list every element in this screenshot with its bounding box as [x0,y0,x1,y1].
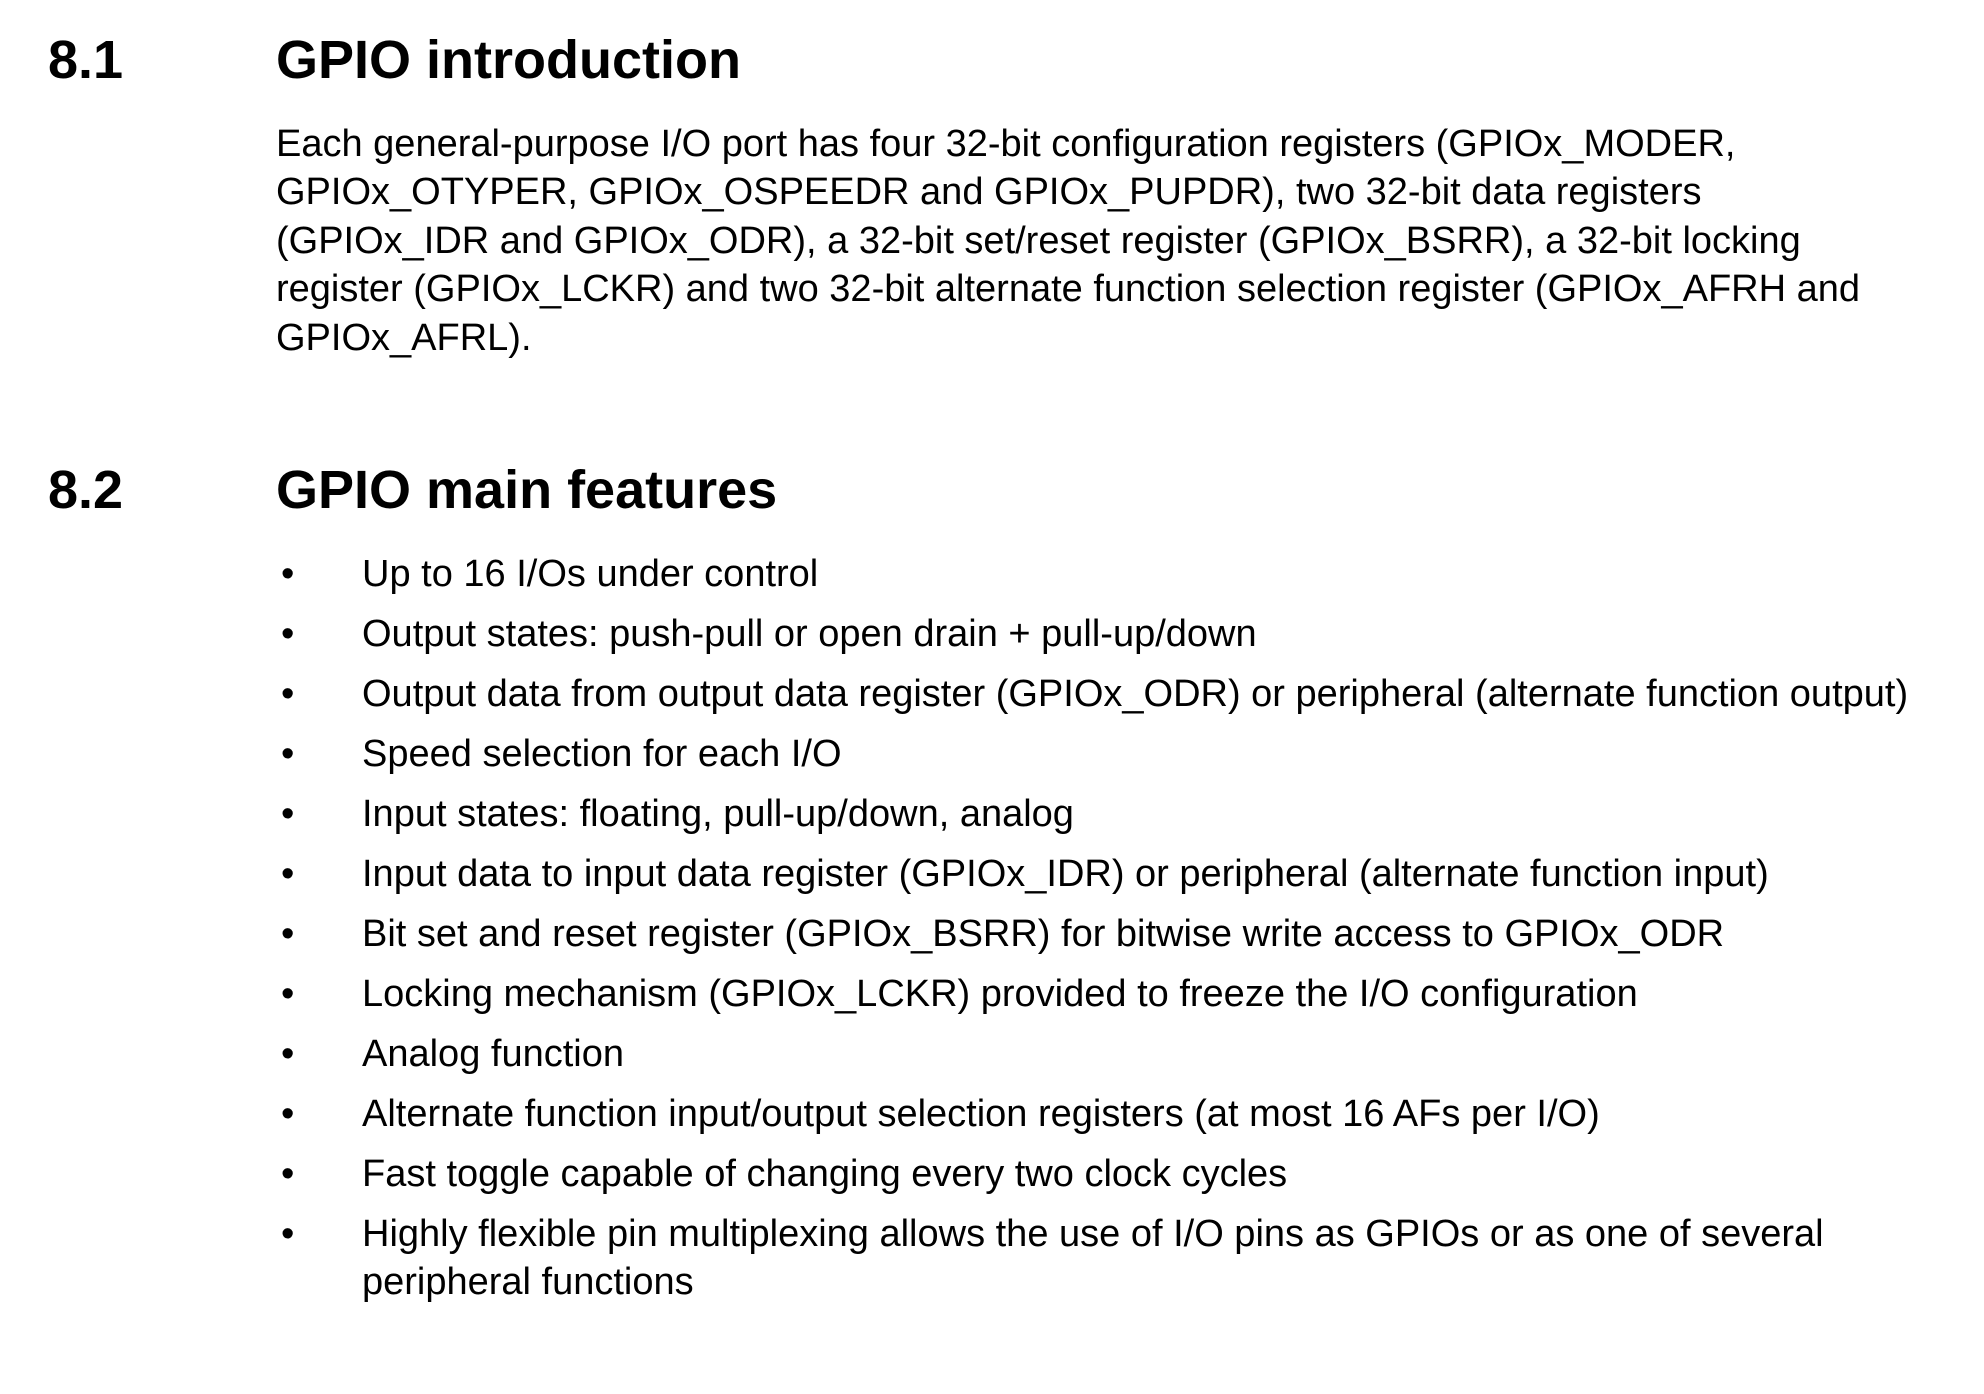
list-item-text: Up to 16 I/Os under control [362,553,819,595]
bullet-icon: • [281,793,295,835]
bullet-icon: • [281,613,295,655]
list-item [276,1150,1916,1198]
list-item-text: Highly flexible pin multiplexing allows the use of I/O pins as GPIOs or as one of several peripheral functions [362,1213,1824,1304]
section-number: 8.2 [48,460,124,520]
list-item-text: Alternate function input/output selection registers (at most 16 AFs per I/O) [362,1093,1600,1135]
intro-paragraph: Each general-purpose I/O port has four 32-bit configuration registers (GPIOx_MODER, GPIOx_OTYPER, GPIOx_OSPEEDR and GPIOx_PUPDR), two 32-bit data registers (GPIOx_IDR and GPIOx_ODR), a 32-bit set/reset register (GPIOx_BSRR), a 32-bit locking register (GPIOx_LCKR) and two 32-bit alternate function selection register (GPIOx_AFRH and GPIOx_AFRL). [276,123,1861,359]
bullet-icon: • [281,973,295,1015]
bullet-icon: • [281,1213,295,1255]
list-item-text: Output states: push-pull or open drain + pull-up/down [362,613,1257,655]
list-item-text: Output data from output data register (GPIOx_ODR) or peripheral (alternate function output) [362,673,1909,715]
bullet-icon: • [281,553,295,595]
bullet-icon: • [281,913,295,955]
list-item [276,1210,1916,1307]
list-item [276,1030,1916,1078]
list-item [276,910,1916,958]
list-item-text: Analog function [362,1033,624,1075]
bullet-icon: • [281,853,295,895]
list-item-text: Input states: floating, pull-up/down, analog [362,793,1074,835]
list-item [276,790,1916,838]
list-item-text: Speed selection for each I/O [362,733,842,775]
list-item [276,850,1916,898]
bullet-icon: • [281,1033,295,1075]
list-item [276,610,1916,658]
list-item [276,550,1916,598]
list-item [276,1090,1916,1138]
list-item [276,730,1916,778]
features-list [276,550,1916,1318]
list-item-text: Bit set and reset register (GPIOx_BSRR) for bitwise write access to GPIOx_ODR [362,913,1725,955]
section-title: GPIO main features [276,460,778,520]
bullet-icon: • [281,733,295,775]
bullet-icon: • [281,1153,295,1195]
list-item-text: Input data to input data register (GPIOx_IDR) or peripheral (alternate function input) [362,853,1769,895]
section-number: 8.1 [48,30,124,90]
list-item-text: Locking mechanism (GPIOx_LCKR) provided to freeze the I/O configuration [362,973,1638,1015]
bullet-icon: • [281,673,295,715]
list-item-text: Fast toggle capable of changing every two clock cycles [362,1153,1288,1195]
list-item [276,670,1916,718]
bullet-icon: • [281,1093,295,1135]
list-item [276,970,1916,1018]
section-title: GPIO introduction [276,30,741,90]
